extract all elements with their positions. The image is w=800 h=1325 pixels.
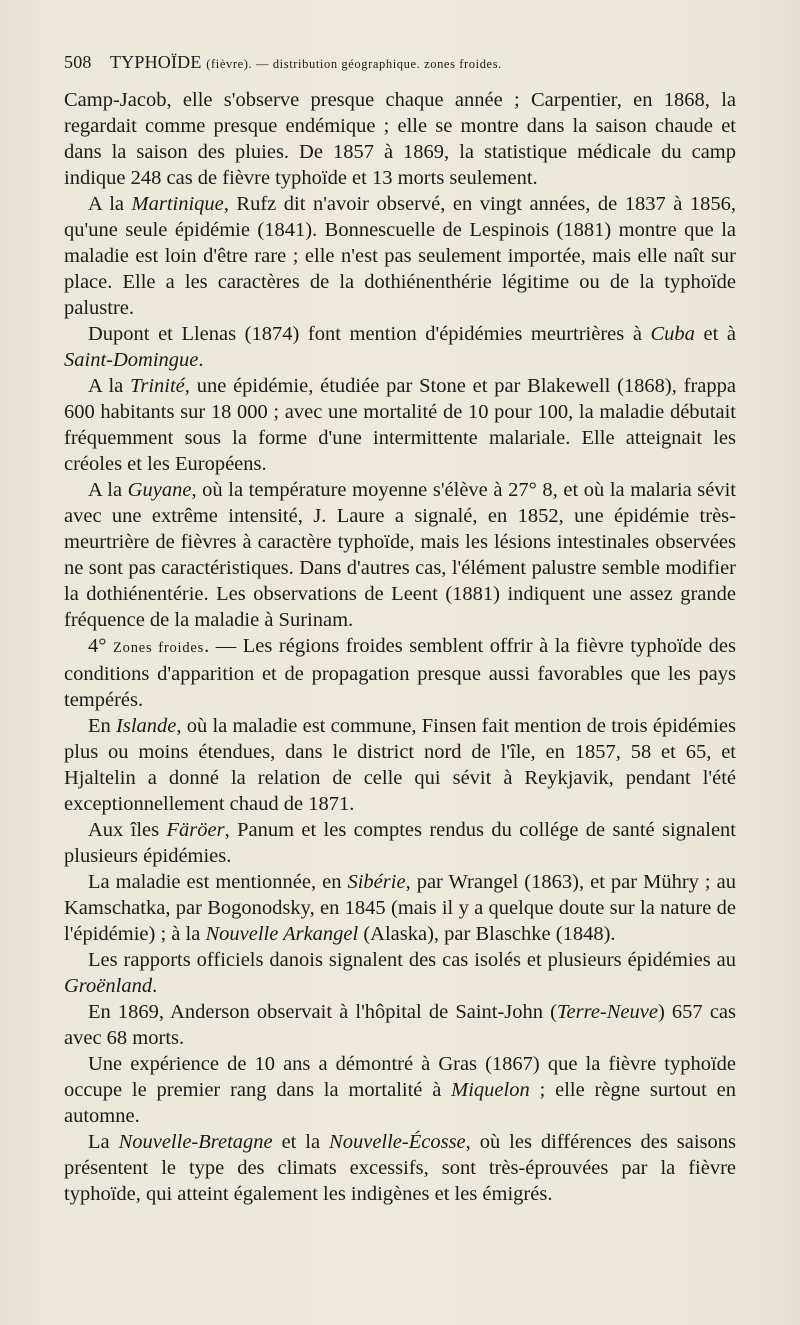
paragraph-guadeloupe <box>64 87 736 191</box>
paragraph-islande <box>64 713 736 817</box>
paragraph-text: ) 657 cas avec 68 morts. <box>64 1001 736 1049</box>
paragraph-text: Les rapports officiels danois signalent des cas isolés et plusieurs épidémies au <box>88 949 736 971</box>
place-name: Nouvelle Arkangel <box>205 923 359 945</box>
paragraph-text: 4° <box>88 635 113 657</box>
page-number: 508 <box>64 52 92 72</box>
place-name: Nouvelle-Écosse <box>329 1131 466 1153</box>
paragraph-text: Camp-Jacob, elle s'observe presque chaque année ; Carpentier, en 1868, la regardait comme presque endémique ; elle se montre dans la saison chaude et dans la saison des pluies. De 1857 à 1869, la statistique médicale du camp indique 248 cas de fièvre typhoïde et 13 morts seulement. <box>64 89 736 189</box>
place-name: Guyane <box>127 479 192 501</box>
running-header <box>64 52 744 73</box>
paragraph-text: Une expérience de 10 ans a démontré à Gras (1867) que la fièvre typhoïde occupe le premier rang dans la mortalité à <box>64 1053 736 1101</box>
paragraph-text: et à <box>694 323 736 345</box>
paragraph-text: , où la maladie est commune, Finsen fait mention de trois épidémies plus ou moins étendues, dans le district nord de l'île, en 1857, 58 et 65, et Hjaltelin a donné la relation de celle qui sévit à Reykjavik, pendant l'été exceptionnellement chaud de 1871. <box>64 715 737 815</box>
paragraph-text: . — Les régions froides semblent offrir à la fièvre typhoïde des conditions d'apparition et de propagation presque aussi favorables que les pays tempérés. <box>64 635 736 711</box>
paragraph-text: et la <box>272 1131 330 1153</box>
paragraph-text: La maladie est mentionnée, en <box>88 871 348 893</box>
paragraph-guyane <box>64 477 736 633</box>
place-name: Färöer <box>166 819 225 841</box>
paragraph-siberie <box>64 869 736 947</box>
main-text <box>64 87 736 1207</box>
header-title: TYPHOÏDE <box>109 52 202 72</box>
paragraph-text: A la <box>88 193 132 215</box>
paragraph-trinite <box>64 373 736 477</box>
paragraph-text: , Rufz dit n'avoir observé, en vingt années, de 1837 à 1856, qu'une seule épidémie (1841). Bonnescuelle de Lespinois (1881) montre que la maladie est loin d'être rare ; elle n'est pas seulement importée, mais elle naît sur place. Elle a les caractères de la dothiénenthérie légitime ou de la typhoïde palustre. <box>64 193 736 319</box>
place-name: Cuba <box>650 323 695 345</box>
place-name: Sibérie <box>347 871 406 893</box>
paragraph-text: Aux îles <box>88 819 167 841</box>
place-name: Trinité <box>130 375 185 397</box>
paragraph-groenland <box>64 947 736 999</box>
paragraph-text: A la <box>88 375 131 397</box>
paragraph-text: . <box>152 975 158 997</box>
paragraph-text: , une épidémie, étudiée par Stone et par Blakewell (1868), frappa 600 habitants sur 18 000 ; avec une mortalité de 10 pour 100, la maladie débutait fréquemment sous la forme d'une intermittente malariale. Elle atteignait les créoles et les Européens. <box>64 375 736 475</box>
paragraph-text: En <box>88 715 117 737</box>
paragraph-text: , où la température moyenne s'élève à 27° 8, et où la malaria sévit avec une extrême intensité, J. Laure a signalé, en 1852, une épidémie très-meurtrière de fièvres à caractère typhoïde, mais les lésions intestinales observées ne sont pas caractéristiques. Dans d'autres cas, l'élément palustre semble modifier la dothiénentérie. Les observations de Leent (1881) indiquent une assez grande fréquence de la maladie à Surinam. <box>64 479 736 631</box>
place-name: Terre-Neuve <box>557 1001 658 1023</box>
paragraph-text: La <box>88 1131 119 1153</box>
place-name: Islande <box>116 715 177 737</box>
paragraph-text: Dupont et Llenas (1874) font mention d'épidémies meurtrières à <box>88 323 651 345</box>
place-name: Martinique <box>131 193 224 215</box>
paragraph-text: (Alaska), par Blaschke (1848). <box>358 923 616 945</box>
paragraph-nouvelle-ecosse <box>64 1129 736 1207</box>
paragraph-text: , par Wrangel (1863), et par Mühry ; au Kamschatka, par Bogonodsky, en 1845 (mais il y a quelque doute sur la nature de l'épidémie) ; à la <box>64 871 736 945</box>
place-name: Saint-Domingue <box>64 349 199 371</box>
paragraph-text: A la <box>88 479 128 501</box>
paragraph-text: . <box>198 349 204 371</box>
place-name: Groënland <box>64 975 153 997</box>
place-name: Miquelon <box>451 1079 530 1101</box>
paragraph-terre-neuve <box>64 999 736 1051</box>
paragraph-text: , où les différences des saisons présentent le type des climats excessifs, sont très-éprouvées par la fièvre typhoïde, qui atteint également les indigènes et les émigrés. <box>64 1131 736 1205</box>
paragraph-text: ; elle règne surtout en automne. <box>64 1079 737 1127</box>
section-heading: Zones froides <box>112 640 205 656</box>
paragraph-text: En 1869, Anderson observait à l'hôpital de Saint-John ( <box>88 1001 557 1023</box>
paragraph-cuba <box>64 321 736 373</box>
paragraph-martinique <box>64 191 736 321</box>
place-name: Nouvelle-Bretagne <box>118 1131 273 1153</box>
header-subtitle: (fièvre). — distribution géographique. zones froides. <box>206 57 502 71</box>
paragraph-miquelon <box>64 1051 736 1129</box>
paragraph-text: , Panum et les comptes rendus du collége de santé signalent plusieurs épidémies. <box>64 819 736 867</box>
paragraph-faroer <box>64 817 736 869</box>
paragraph-zones-froides <box>64 633 736 713</box>
